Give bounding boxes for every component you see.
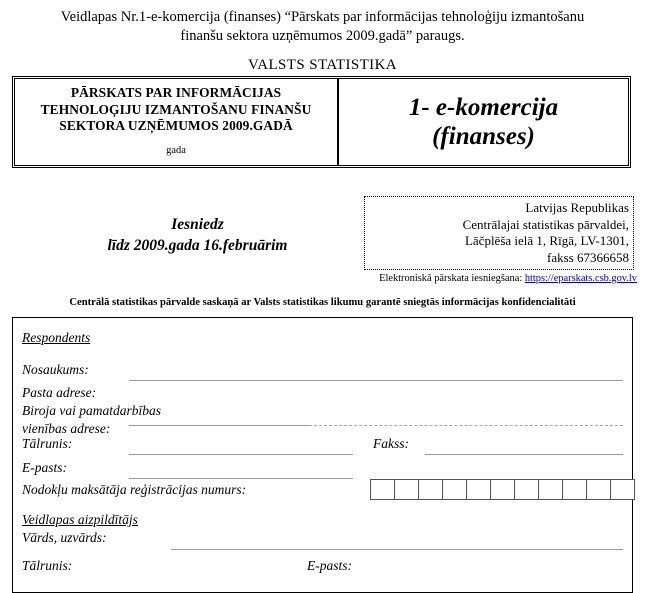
form-header-table bbox=[12, 76, 631, 168]
label-biroja-adrese-line1: Biroja vai pamatdarbības bbox=[22, 403, 162, 418]
submit-label: Iesniedz bbox=[171, 216, 224, 233]
input-nosaukums[interactable] bbox=[129, 380, 623, 381]
label-filler-talrunis: Tālrunis: bbox=[22, 558, 73, 573]
submission-deadline-block bbox=[45, 214, 350, 256]
form-code-line1: 1- e-komercija bbox=[408, 94, 559, 121]
taxid-cell[interactable] bbox=[610, 479, 635, 500]
input-vards-uzvards[interactable] bbox=[171, 549, 623, 550]
taxid-cell[interactable] bbox=[466, 479, 491, 500]
input-talrunis[interactable] bbox=[129, 454, 353, 455]
taxid-cell[interactable] bbox=[394, 479, 419, 500]
form-header-title-cell bbox=[15, 79, 339, 165]
address-line-4: fakss 67366658 bbox=[547, 249, 629, 265]
form-code-line2: (finanses) bbox=[432, 123, 535, 150]
taxid-cell[interactable] bbox=[442, 479, 467, 500]
eparskats-link[interactable]: https://eparskats.csb.gov.lv bbox=[524, 273, 637, 284]
taxid-cell[interactable] bbox=[514, 479, 539, 500]
label-pasta-adrese: Pasta adrese: bbox=[22, 385, 97, 400]
label-biroja-adrese-line2: vienības adrese: bbox=[22, 421, 111, 436]
taxid-boxes[interactable] bbox=[370, 479, 635, 500]
page-caption: Veidlapas Nr.1-e-komercija (finanses) “Pārskats par informācijas tehnoloģiju izmantošanu finanšu sektora uzņēmumos 2009.gadā” paraugs. bbox=[60, 9, 585, 44]
label-fakss: Fakss: bbox=[373, 436, 409, 451]
taxid-cell[interactable] bbox=[370, 479, 395, 500]
submit-deadline: līdz 2009.gada 16.februārim bbox=[107, 237, 288, 254]
address-line-1: Latvijas Republikas bbox=[525, 200, 629, 215]
confidentiality-note: Centrālā statistikas pārvalde saskaņā ar Valsts statistikas likumu garantē sniegtās informācijas konfidencialitāti bbox=[69, 297, 576, 308]
label-talrunis: Tālrunis: bbox=[22, 436, 73, 451]
taxid-cell[interactable] bbox=[562, 479, 587, 500]
input-pasta-adrese[interactable] bbox=[129, 425, 309, 426]
form-header-code-cell bbox=[339, 79, 628, 165]
filler-heading: Veidlapas aizpildītājs bbox=[22, 512, 138, 527]
electronic-submission-label: Elektroniskā pārskata iesniegšana: bbox=[379, 273, 523, 284]
taxid-cell[interactable] bbox=[538, 479, 563, 500]
address-line-3: Lāčplēša ielā 1, Rīgā, LV-1301, bbox=[464, 233, 629, 249]
label-e-pasts: E-pasts: bbox=[22, 460, 67, 475]
input-e-pasts[interactable] bbox=[129, 478, 353, 479]
state-statistics-heading: VALSTS STATISTIKA bbox=[247, 57, 398, 73]
label-filler-e-pasts: E-pasts: bbox=[307, 558, 352, 573]
respondent-heading: Respondents bbox=[22, 330, 91, 345]
label-nosaukums: Nosaukums: bbox=[22, 362, 89, 377]
input-fakss[interactable] bbox=[425, 454, 623, 455]
label-vards-uzvards: Vārds, uzvārds: bbox=[22, 530, 107, 545]
form-title: PĀRSKATS PAR INFORMĀCIJAS TEHNOLOĢIJU IZMANTOŠANU FINANŠU SEKTORA UZŅĒMUMOS 2009.GADĀ bbox=[40, 85, 312, 133]
address-line-2: Centrālajai statistikas pārvaldei, bbox=[462, 216, 629, 232]
taxid-cell[interactable] bbox=[418, 479, 443, 500]
input-biroja-adrese[interactable] bbox=[309, 425, 623, 426]
recipient-address-box bbox=[364, 196, 634, 270]
label-nodoklu-numurs: Nodokļu maksātāja reģistrācijas numurs: bbox=[22, 482, 247, 497]
taxid-cell[interactable] bbox=[490, 479, 515, 500]
taxid-cell[interactable] bbox=[586, 479, 611, 500]
form-code bbox=[409, 93, 558, 151]
respondent-form-box bbox=[12, 317, 633, 593]
electronic-submission-note bbox=[340, 273, 637, 284]
form-year-label: gada bbox=[166, 145, 186, 156]
